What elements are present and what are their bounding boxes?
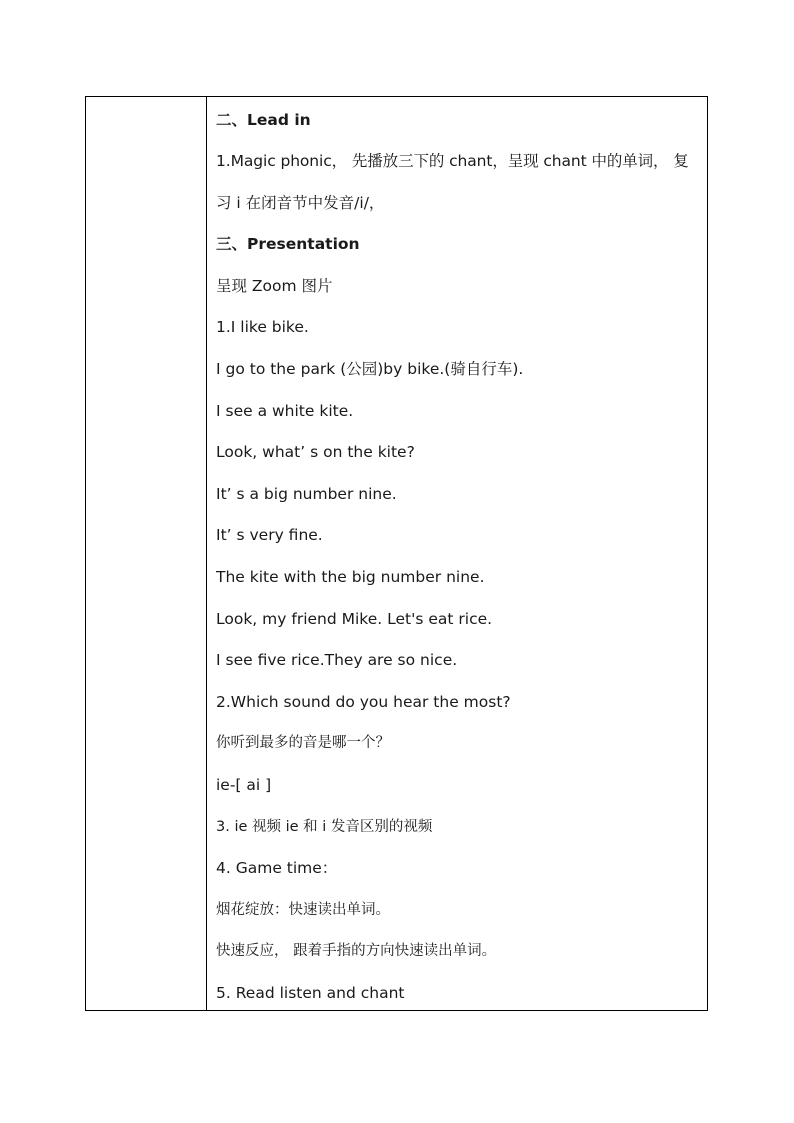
presentation-line: The kite with the big number nine.	[216, 568, 485, 586]
presentation-line: 呈现 Zoom 图片	[216, 277, 333, 295]
presentation-line: Look, my friend Mike. Let's eat rice.	[216, 610, 493, 628]
presentation-line: I go to the park (公园)by bike.(骑自行车).	[216, 360, 524, 378]
presentation-line: Look, what’ s on the kite?	[216, 443, 415, 461]
lesson-table	[85, 96, 708, 1011]
presentation-line: 5. Read listen and chant	[216, 984, 405, 1002]
table-content-cell	[207, 97, 707, 1010]
presentation-line: 烟花绽放：快速读出单词。	[216, 902, 390, 918]
presentation-line: 2.Which sound do you hear the most?	[216, 693, 511, 711]
presentation-line: I see a white kite.	[216, 402, 354, 420]
section-heading-presentation: 三、Presentation	[216, 235, 360, 253]
presentation-line: I see five rice.They are so nice.	[216, 651, 458, 669]
presentation-line: It’ s a big number nine.	[216, 485, 397, 503]
presentation-line: 你听到最多的音是哪一个？	[216, 735, 390, 751]
presentation-line: It’ s very fine.	[216, 526, 323, 544]
table-left-cell	[86, 97, 207, 1010]
presentation-line: 快速反应， 跟着手指的方向快速读出单词。	[216, 943, 497, 959]
presentation-line: 4. Game time：	[216, 859, 338, 877]
presentation-line: 1.I like bike.	[216, 318, 309, 336]
lead-in-step-1: 1.Magic phonic， 先播放三下的 chant，呈现 chant 中的单词， 复	[216, 152, 689, 170]
presentation-line: 3. ie 视频 ie 和 i 发音区别的视频	[216, 819, 433, 835]
section-heading-lead-in: 二、Lead in	[216, 111, 311, 129]
lead-in-step-1-cont: 习 i 在闭音节中发音/i/，	[216, 194, 385, 212]
presentation-line: ie-[ ai ]	[216, 776, 272, 794]
